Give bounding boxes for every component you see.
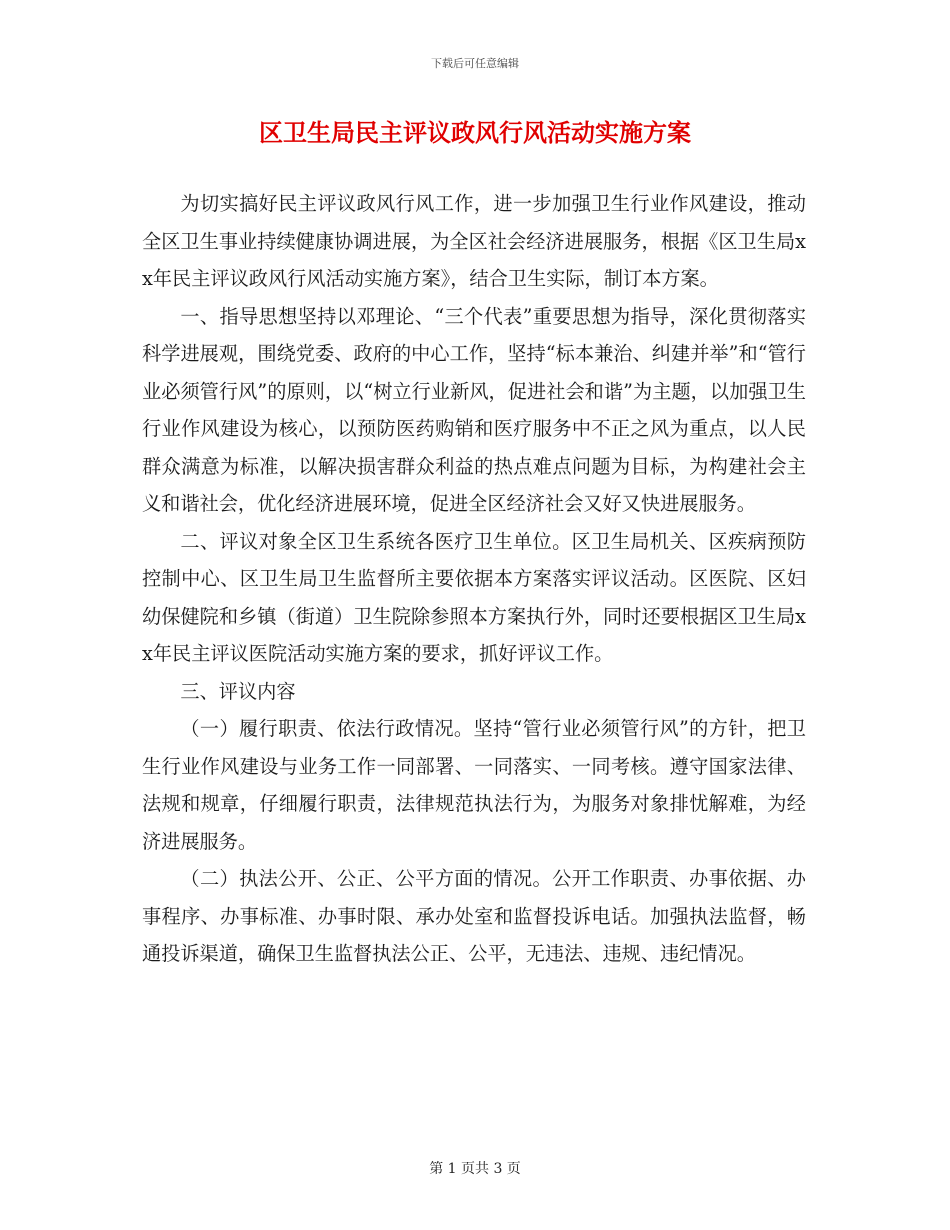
paragraph-evaluation-content-heading: 三、评议内容 — [180, 679, 296, 703]
page-number: 第 1 页共 3 页 — [429, 1161, 521, 1177]
document-body — [142, 185, 806, 973]
paragraph-enforcement-openness: （二）执法公开、公正、公平方面的情况。公开工作职责、办事依据、办事程序、办事标准、办事时限、承办处室和监督投诉电话。加强执法监督，畅通投诉渠道，确保卫生监督执法公正、公平，无违法、违规、违纪情况。 — [142, 867, 806, 965]
paragraph-intro: 为切实搞好民主评议政风行风工作，进一步加强卫生行业作风建设，推动全区卫生事业持续健康协调进展，为全区社会经济进展服务，根据《区卫生局xx年民主评议政风行风活动实施方案》，结合卫生实际，制订本方案。 — [142, 192, 806, 290]
paragraph-guiding-ideology: 一、指导思想坚持以邓理论、“三个代表”重要思想为指导，深化贯彻落实科学进展观，围绕党委、政府的中心工作，坚持“标本兼治、纠建并举”和“管行业必须管行风”的原则，以“树立行业新风，促进社会和谐”为主题，以加强卫生行业作风建设为核心，以预防医药购销和医疗服务中不正之风为重点，以人民群众满意为标准，以解决损害群众利益的热点难点问题为目标，为构建社会主义和谐社会，优化经济进展环境，促进全区经济社会又好又快进展服务。 — [142, 304, 806, 515]
paragraph-evaluation-targets: 二、评议对象全区卫生系统各医疗卫生单位。区卫生局机关、区疾病预防控制中心、区卫生局卫生监督所主要依据本方案落实评议活动。区医院、区妇幼保健院和乡镇（街道）卫生院除参照本方案执行外，同时还要根据区卫生局xx年民主评议医院活动实施方案的要求，抓好评议工作。 — [142, 529, 806, 665]
document-title: 区卫生局民主评议政风行风活动实施方案 — [259, 119, 691, 147]
page-header-note: 下载后可任意编辑 — [431, 57, 519, 70]
paragraph-duties-law: （一）履行职责、依法行政情况。坚持“管行业必须管行风”的方针，把卫生行业作风建设与业务工作一同部署、一同落实、一同考核。遵守国家法律、法规和规章，仔细履行职责，法律规范执法行为，为服务对象排忧解难，为经济进展服务。 — [142, 717, 806, 853]
